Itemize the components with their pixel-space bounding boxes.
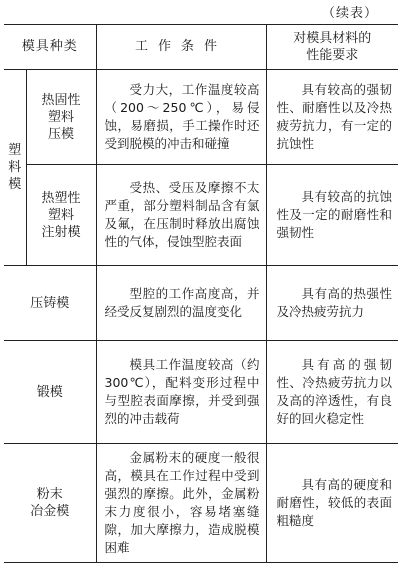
group-label-char: 料 (8, 160, 22, 175)
requirements-cell: 具有高的硬度和耐磨性，较低的表面粗糙度 (266, 444, 398, 563)
continued-label: （续表） (321, 6, 378, 21)
conditions-cell: 模具工作温度较高（约300℃），配料变形过程中与型腔表面摩擦，并受到强烈的冲击载荷 (96, 341, 266, 444)
requirements-cell: 具有较高的抗蚀性及一定的耐磨性和强韧性 (266, 165, 398, 266)
header-mold-type: 模具种类 (4, 25, 96, 70)
subtype-line: 塑料 (48, 109, 75, 125)
type-line: 锻模 (36, 384, 63, 400)
header-performance-requirements (266, 25, 398, 70)
table-row (4, 70, 398, 165)
table-row (4, 266, 398, 341)
subtype-line: 塑料 (48, 207, 75, 223)
type-cell-powder-metallurgy (4, 444, 96, 563)
type-line: 压铸模 (30, 295, 70, 311)
group-label-char: 塑 (8, 143, 22, 158)
type-cell-die-casting (4, 266, 96, 341)
subtype-line: 热塑性 (41, 190, 81, 206)
table-row (4, 165, 398, 266)
group-label-text (4, 142, 26, 193)
subtype-line: 压模 (48, 126, 75, 142)
subtype-cell (26, 70, 96, 165)
subtype-cell (26, 165, 96, 266)
header-req-line1: 对模具材料的 (293, 31, 372, 46)
type-line: 冶金模 (30, 504, 70, 519)
header-working-conditions: 工作条件 (96, 25, 266, 70)
type-cell-forging (4, 341, 96, 444)
table-row (4, 444, 398, 563)
subtype-line: 注射模 (41, 224, 81, 240)
group-label-plastic-mold (4, 70, 26, 266)
table-header-row (4, 25, 398, 70)
group-label-char: 模 (8, 177, 22, 192)
requirements-cell: 具有高的强韧性、冷热疲劳抗力以及高的淬透性，有良好的回火稳定性 (266, 341, 398, 444)
type-line: 粉末 (36, 487, 63, 502)
subtype-line: 热固性 (41, 92, 81, 108)
requirements-cell: 具有高的热强性及冷热疲劳抗力 (266, 266, 398, 341)
table-row (4, 341, 398, 444)
mold-material-table (4, 24, 398, 563)
requirements-cell: 具有较高的强韧性、耐磨性以及冷热疲劳抗力，有一定的抗蚀性 (266, 70, 398, 165)
conditions-cell: 受力大，工作温度较高（200～250℃），易侵蚀，易磨损，手工操作时还受到脱模的冲击和碰撞 (96, 70, 266, 165)
conditions-cell: 型腔的工作高度高，并经受反复剧烈的温度变化 (96, 266, 266, 341)
header-req-line2: 性能要求 (306, 48, 359, 63)
conditions-cell: 受热、受压及摩擦不太严重，部分塑料制品含有氯及氟，在压制时释放出腐蚀性的气体，侵蚀型腔表面 (96, 165, 266, 266)
conditions-cell: 金属粉末的硬度一般很高，模具在工作过程中受到强烈的摩擦。此外，金属粉末力度很小，容易堵塞缝隙，加大摩擦力，造成脱模困难 (96, 444, 266, 563)
